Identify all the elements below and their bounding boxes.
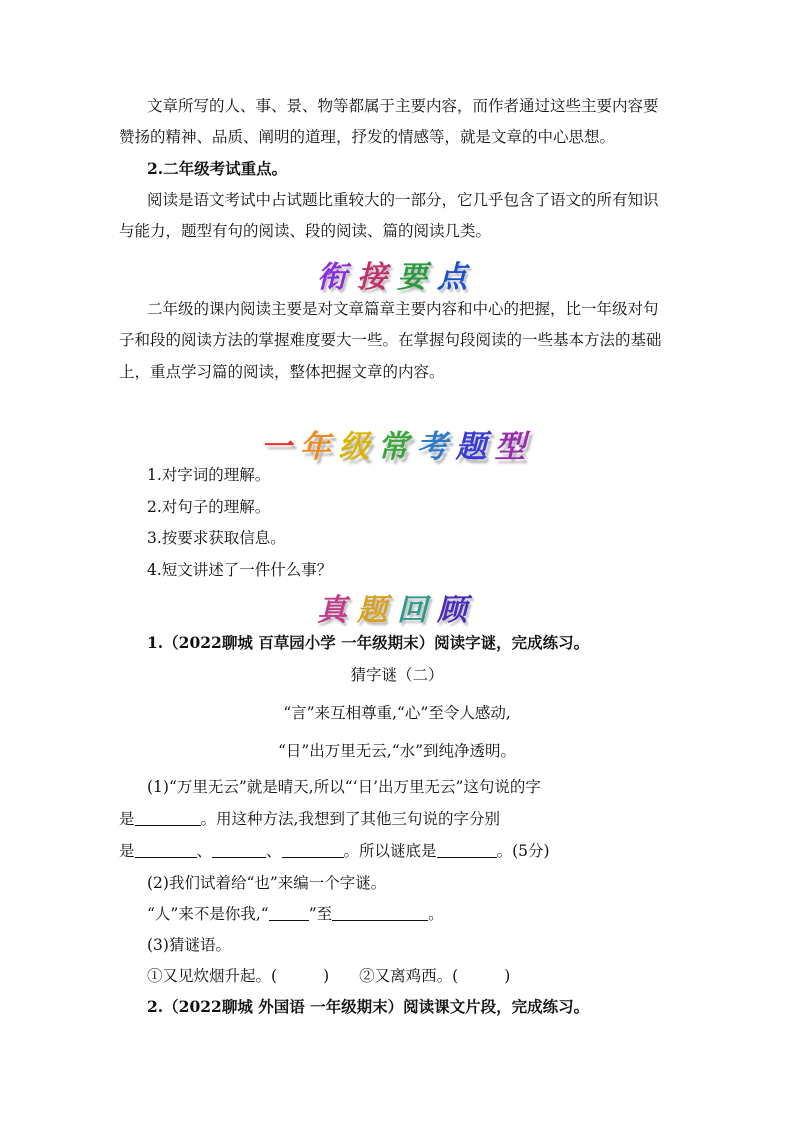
text-fragment: 。 — [428, 905, 444, 923]
para3-line1: 二年级的课内阅读主要是对文章篇章主要内容和中心的把握，比一年级对句 — [147, 300, 659, 318]
sub3-title: (3)猜谜语。 — [147, 936, 231, 954]
answer-blank[interactable] — [135, 842, 197, 858]
banner2-char: 常 — [377, 429, 417, 465]
riddle-line1: “言”来互相尊重,“心”至令人感动, — [283, 704, 511, 722]
answer-blank[interactable] — [332, 905, 428, 921]
section-heading: 2.二年级考试重点。 — [147, 159, 288, 178]
sub1-line2 — [119, 808, 500, 830]
banner2-char: 考 — [416, 429, 456, 465]
answer-blank[interactable] — [212, 842, 266, 858]
list-item: 1.对字词的理解。 — [147, 466, 271, 484]
banner2-char: 级 — [338, 429, 378, 465]
para1-line1: 文章所写的人、事、景、物等都属于主要内容，而作者通过这些主要内容要 — [147, 97, 659, 115]
banner-connection-points — [0, 252, 794, 296]
riddle-item: ②又离鸡西。( — [359, 967, 459, 985]
sub2-line2 — [147, 903, 444, 925]
text-fragment: 是 — [119, 810, 135, 828]
para3-line3: 上，重点学习篇的阅读，整体把握文章的内容。 — [119, 363, 445, 381]
sub3-items — [147, 965, 510, 987]
sub1-line3 — [119, 840, 550, 862]
text-fragment: ) — [323, 967, 330, 985]
list-item: 2.对句子的理解。 — [147, 498, 271, 516]
banner-common-question-types — [0, 421, 794, 466]
sub2-line1: (2)我们试着给“也”来编一个字谜。 — [147, 874, 387, 892]
banner3-char: 回 — [397, 593, 437, 628]
riddle-line2: “日”出万里无云,“水”到纯净透明。 — [277, 742, 517, 760]
banner1-char: 衔 — [317, 260, 357, 295]
list-item: 4.短文讲述了一件什么事？ — [147, 561, 333, 579]
text-fragment: ”至 — [308, 905, 333, 923]
banner3-char: 顾 — [437, 593, 477, 628]
answer-blank[interactable] — [282, 842, 344, 858]
answer-blank[interactable] — [269, 905, 309, 921]
text-fragment: 。所以谜底是 — [343, 842, 437, 860]
riddle-title: 猜字谜（二） — [350, 666, 444, 684]
answer-blank[interactable] — [135, 810, 201, 826]
banner2-char: 型 — [494, 429, 534, 465]
banner3-char: 题 — [357, 593, 397, 628]
para2-line2: 与能力，题型有句的阅读、段的阅读、篇的阅读几类。 — [119, 222, 492, 240]
para2-line1: 阅读是语文考试中占试题比重较大的一部分，它几乎包含了语文的所有知识 — [147, 191, 659, 209]
banner1-char: 点 — [437, 260, 477, 295]
banner1-char: 要 — [397, 260, 437, 295]
answer-blank[interactable] — [437, 842, 497, 858]
banner3-char: 真 — [317, 593, 357, 628]
text-fragment: 是 — [119, 842, 135, 860]
text-fragment: 、 — [196, 842, 213, 860]
banner2-char: 年 — [299, 429, 339, 465]
list-item: 3.按要求获取信息。 — [147, 529, 286, 547]
banner2-char: 一 — [260, 429, 300, 465]
text-fragment: 。(5分) — [496, 842, 550, 860]
banner2-char: 题 — [455, 429, 495, 465]
text-fragment: “人”来不是你我,“ — [147, 905, 269, 923]
banner1-char: 接 — [357, 260, 397, 295]
text-fragment: 、 — [266, 842, 282, 860]
sub1-line1: (1)“万里无云”就是晴天,所以“‘日’出万里无云”这句说的字 — [147, 778, 541, 796]
text-fragment: 。用这种方法,我想到了其他三句说的字分别 — [200, 810, 500, 828]
question1-title: 1.（2022聊城 百草园小学 一年级期末）阅读字谜，完成练习。 — [147, 633, 590, 652]
banner-past-exam-review — [0, 585, 794, 629]
para3-line2: 子和段的阅读方法的掌握难度要大一些。在掌握句段阅读的一些基本方法的基础 — [119, 331, 662, 349]
question2-title: 2.（2022聊城 外国语 一年级期末）阅读课文片段，完成练习。 — [147, 997, 590, 1016]
riddle-item: ①又见炊烟升起。( — [147, 967, 278, 985]
para1-line2: 赞扬的精神、品质、阐明的道理，抒发的情感等，就是文章的中心思想。 — [119, 128, 616, 146]
text-fragment: ) — [504, 967, 511, 985]
